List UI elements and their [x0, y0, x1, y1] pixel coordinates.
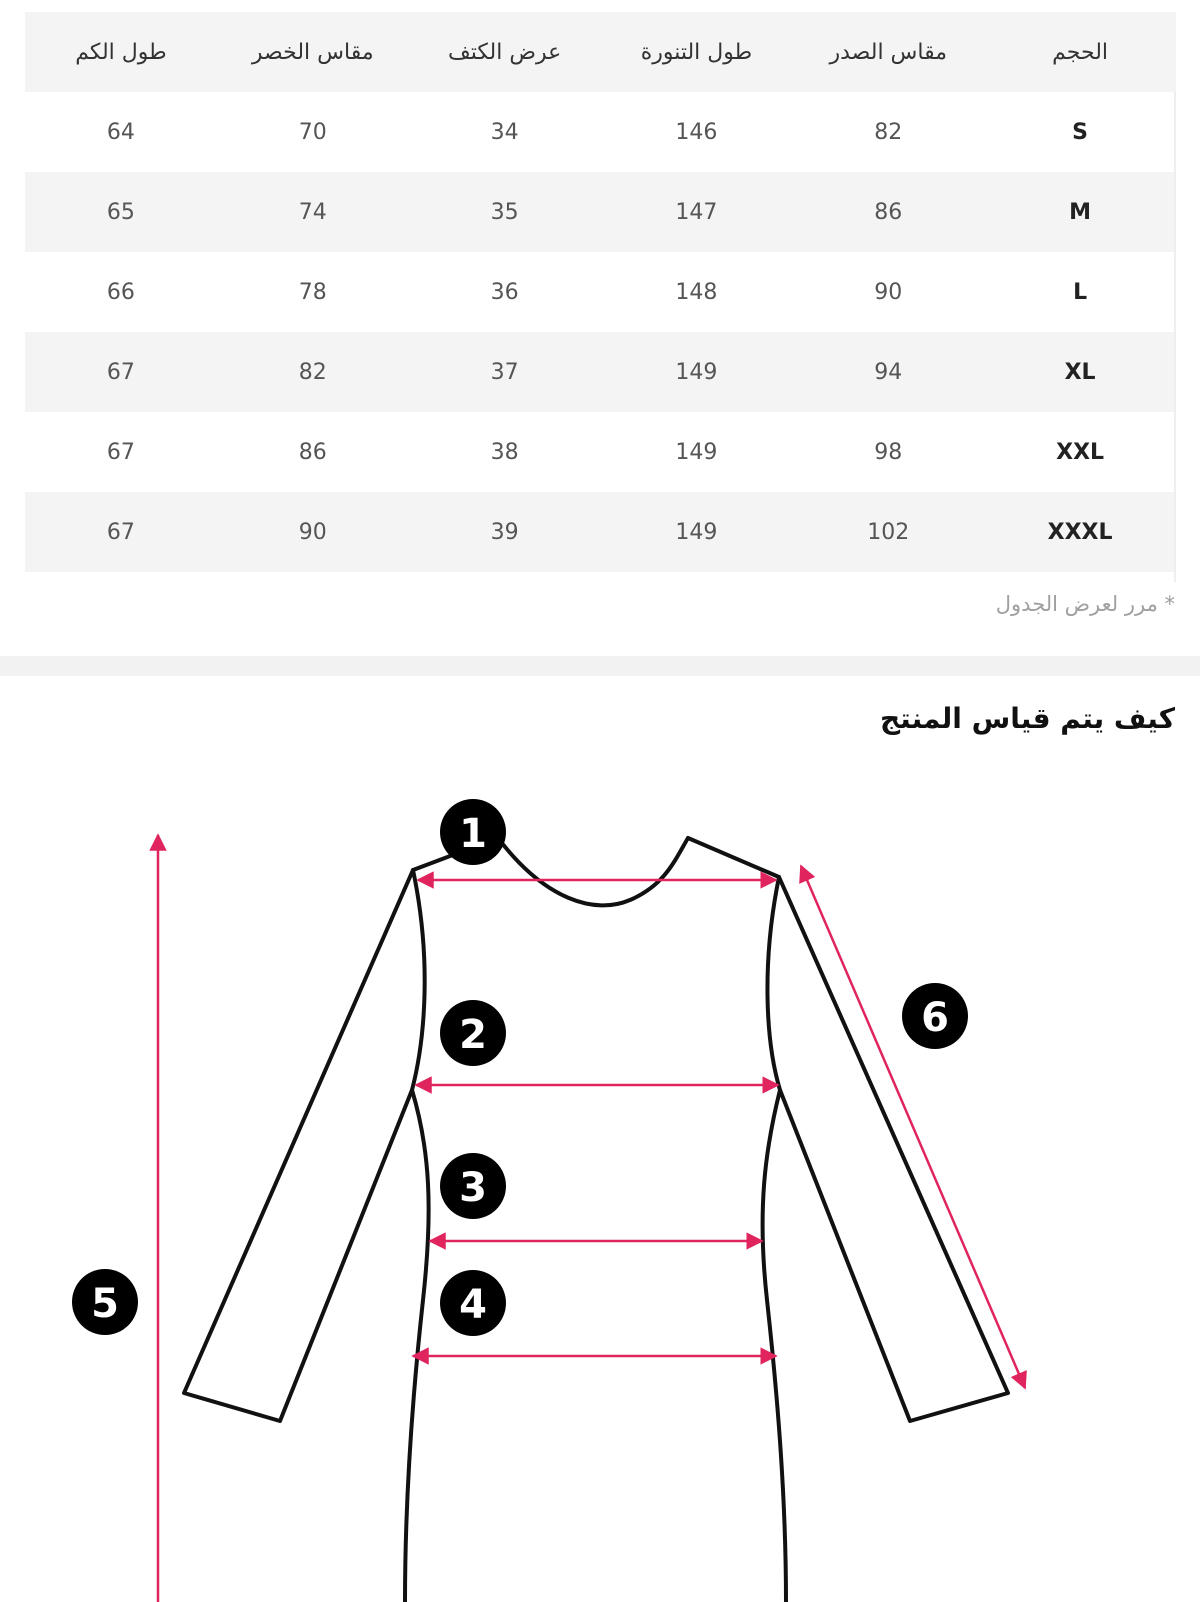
size-cell: XXXL [1047, 519, 1113, 545]
header-size: الحجم [1052, 39, 1109, 65]
header-chest: مقاس الصدر [829, 39, 948, 65]
waist-cell: 78 [298, 279, 327, 305]
shoulder-width-cell: 38 [490, 439, 519, 465]
size-cell: L [1073, 279, 1088, 305]
dress-outline [184, 838, 1008, 1602]
waist-cell: 74 [298, 199, 327, 225]
measurement-lines [158, 835, 1025, 1602]
shoulder-width-cell: 37 [490, 359, 519, 385]
chest-cell: 82 [874, 119, 903, 145]
chest-cell: 102 [867, 519, 910, 545]
shoulder-width-cell: 39 [490, 519, 519, 545]
chest-cell: 94 [874, 359, 903, 385]
badge-label: 4 [459, 1282, 487, 1328]
marker-badge-5 [72, 1269, 138, 1335]
sleeve-measure-line [801, 866, 1025, 1388]
header-skirt-length: طول التنورة [640, 39, 753, 65]
size-cell: XXL [1056, 439, 1105, 465]
chest-cell: 98 [874, 439, 903, 465]
skirt-length-cell: 149 [675, 439, 718, 465]
size-cell: XL [1064, 359, 1096, 385]
sleeve-length-cell: 67 [106, 439, 135, 465]
skirt-length-cell: 147 [675, 199, 718, 225]
sleeve-length-cell: 66 [106, 279, 135, 305]
marker-badge-6 [902, 983, 968, 1049]
waist-cell: 86 [298, 439, 327, 465]
sleeve-length-cell: 67 [106, 359, 135, 385]
badge-label: 3 [459, 1165, 487, 1211]
marker-badge-4 [440, 1270, 506, 1336]
marker-badge-3 [440, 1153, 506, 1219]
left-body-side [405, 870, 429, 1602]
neckline [498, 838, 688, 905]
badge-label: 1 [459, 811, 487, 857]
header-waist: مقاس الخصر [251, 39, 374, 65]
waist-cell: 70 [298, 119, 327, 145]
scroll-hint: * مرر لعرض الجدول [995, 592, 1175, 616]
badge-label: 6 [921, 995, 949, 1041]
chest-cell: 86 [874, 199, 903, 225]
left-sleeve [184, 838, 498, 1421]
shoulder-width-cell: 36 [490, 279, 519, 305]
badge-label: 5 [91, 1281, 119, 1327]
sleeve-length-cell: 67 [106, 519, 135, 545]
marker-badge-1 [440, 799, 506, 865]
header-shoulder-width: عرض الكتف [447, 39, 562, 65]
badge-label: 2 [459, 1012, 487, 1058]
shoulder-width-cell: 34 [490, 119, 519, 145]
section-title: كيف يتم قياس المنتج [879, 702, 1175, 735]
size-cell: M [1069, 199, 1092, 225]
skirt-length-cell: 148 [675, 279, 718, 305]
skirt-length-cell: 149 [675, 519, 718, 545]
size-cell: S [1072, 119, 1089, 145]
marker-badge-2 [440, 1000, 506, 1066]
waist-cell: 82 [298, 359, 327, 385]
sleeve-length-cell: 64 [106, 119, 135, 145]
skirt-length-cell: 149 [675, 359, 718, 385]
shoulder-width-cell: 35 [490, 199, 519, 225]
skirt-length-cell: 146 [675, 119, 718, 145]
right-sleeve [688, 838, 1008, 1421]
header-sleeve-length: طول الكم [75, 39, 167, 65]
chest-cell: 90 [874, 279, 903, 305]
right-body-side [763, 877, 786, 1602]
waist-cell: 90 [298, 519, 327, 545]
sleeve-length-cell: 65 [106, 199, 135, 225]
